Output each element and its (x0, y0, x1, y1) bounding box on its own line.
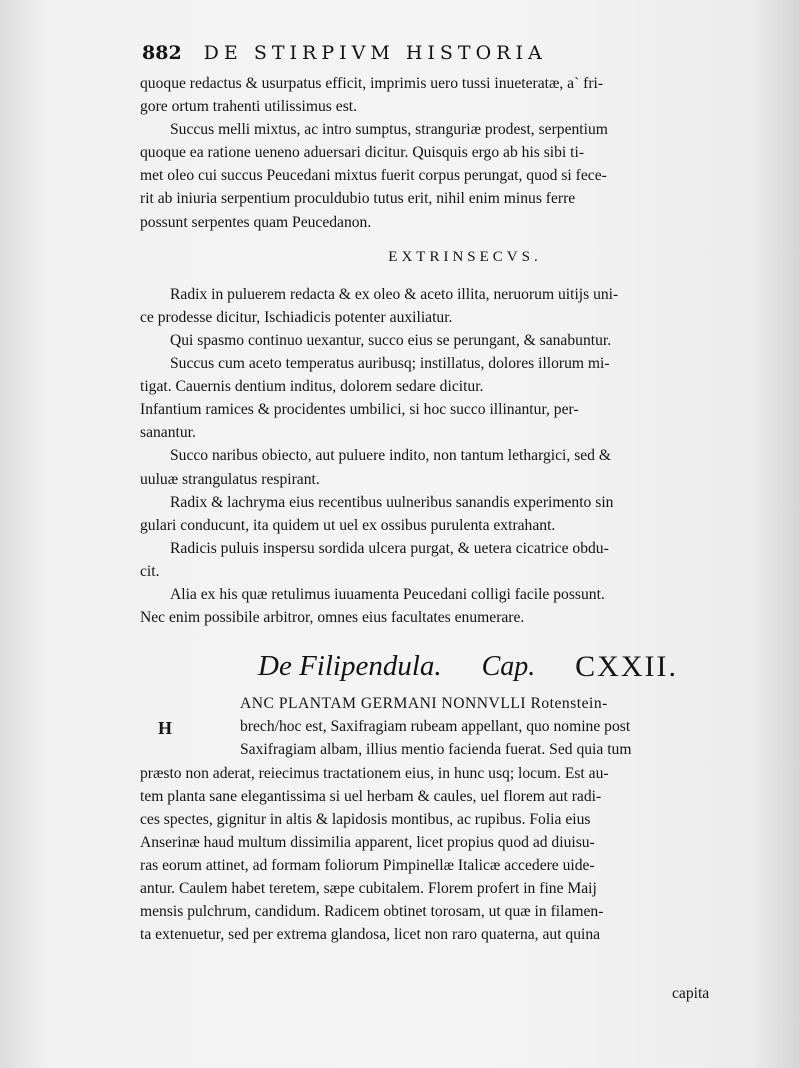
text-line: Infantium ramices & procidentes umbilici, si hoc succo illinantur, per- (140, 401, 579, 419)
text-line: Saxifragiam albam, illius mentio facienda fuerat. Sed quia tum (240, 741, 632, 759)
section-heading: EXTRINSECVS. (388, 248, 542, 265)
text-line: ces spectes, gignitur in altis & lapidosis montibus, ac rupibus. Folia eius (140, 810, 591, 828)
text-line: gore ortum trahenti utilissimus est. (140, 98, 357, 116)
filipendula-paragraph (140, 692, 770, 946)
text-line: uuluæ strangulatus respirant. (140, 470, 320, 488)
text-line: mensis pulchrum, candidum. Radicem obtinet torosam, ut quæ in filamen- (140, 903, 604, 921)
text-line: tigat. Cauernis dentium inditus, dolorem sedare dicitur. (140, 378, 484, 396)
extrinsecus-paragraph (140, 537, 770, 583)
text-line: Succus melli mixtus, ac intro sumptus, stranguriæ prodest, serpentium (170, 121, 608, 139)
text-line: possunt serpentes quam Peucedanon. (140, 213, 372, 231)
chapter-number: CXXII. (575, 650, 678, 684)
text-line: Nec enim possibile arbitror, omnes eius facultates enumerare. (140, 609, 525, 627)
extrinsecus-paragraph (140, 283, 770, 329)
text-line: antur. Caulem habet teretem, sæpe cubitalem. Florem profert in fine Maij (140, 880, 597, 897)
intro-paragraph (140, 72, 770, 118)
page-header (142, 42, 762, 64)
extrinsecus-paragraph (140, 398, 770, 444)
chapter-label-group (481, 651, 536, 683)
chapter-heading (258, 650, 678, 684)
text-line: ANC PLANTAM GERMANI NONNVLLI Rotenstein- (240, 695, 608, 713)
text-line: Alia ex his quæ retulimus iuuamenta Peucedani colligi facile possunt. (170, 585, 605, 603)
text-line: Radix & lachryma eius recentibus uulneribus sanandis experimento sin (170, 493, 614, 511)
chapter-label: Cap. (481, 651, 536, 683)
text-line: quoque redactus & usurpatus efficit, imprimis uero tussi inueteratæ, a` fri- (140, 75, 604, 92)
text-line: tem planta sane elegantissima si uel herbam & caules, uel florem aut radi- (140, 787, 602, 805)
text-line: rit ab iniuria serpentium proculdubio tutus erit, nihil enim minus ferre (140, 190, 576, 208)
text-line: ras eorum attinet, ad formam foliorum Pimpinellæ Italicæ accedere uide- (140, 856, 595, 874)
text-line: sanantur. (140, 424, 196, 442)
text-line: Succo naribus obiecto, aut puluere indito, non tantum lethargici, sed & (170, 447, 612, 465)
extrinsecus-paragraph (140, 352, 770, 398)
chapter-title: De Filipendula. (258, 650, 442, 683)
text-line: brech/hoc est, Saxifragiam rubeam appellant, quo nomine post (240, 718, 631, 736)
text-line: præsto non aderat, reiecimus tractationem eius, in hunc usq; locum. Est au- (140, 764, 609, 782)
extrinsecus-paragraph (140, 491, 770, 537)
running-head: DE STIRPIVM HISTORIA (203, 42, 547, 64)
body-text (140, 72, 770, 946)
succus-paragraph (140, 118, 770, 233)
extrinsecus-paragraph (140, 444, 770, 490)
text-line: ce prodesse dicitur, Ischiadicis potenter auxiliatur. (140, 308, 453, 326)
text-line: quoque ea ratione ueneno aduersari dicitur. Quisquis ergo ab his sibi ti- (140, 144, 585, 162)
text-line: Radix in puluerem redacta & ex oleo & aceto illita, neruorum uitijs uni- (170, 285, 619, 303)
drop-initial: H (158, 718, 173, 739)
text-line: Succus cum aceto temperatus auribusq; instillatus, dolores illorum mi- (170, 355, 610, 373)
text-line: ta extenuetur, sed per extrema glandosa, licet non raro quaterna, aut quina (140, 926, 601, 944)
text-line: Qui spasmo continuo uexantur, succo eius se perungant, & sanabuntur. (170, 331, 612, 349)
text-line: cit. (140, 562, 160, 580)
text-line: met oleo cui succus Peucedani mixtus fuerit corpus perungat, quod si fece- (140, 167, 607, 185)
page-number: 882 (142, 42, 182, 64)
catchword: capita (672, 985, 710, 1002)
text-line: Anserinæ haud multum dissimilia apparent, licet propius quod ad diuisu- (140, 833, 595, 851)
extrinsecus-paragraph (140, 583, 770, 629)
text-line: gulari conducunt, ita quidem ut uel ex ossibus purulenta extrahant. (140, 516, 556, 534)
extrinsecus-paragraph (140, 329, 770, 352)
text-line: Radicis puluis inspersu sordida ulcera purgat, & uetera cicatrice obdu- (170, 539, 609, 557)
